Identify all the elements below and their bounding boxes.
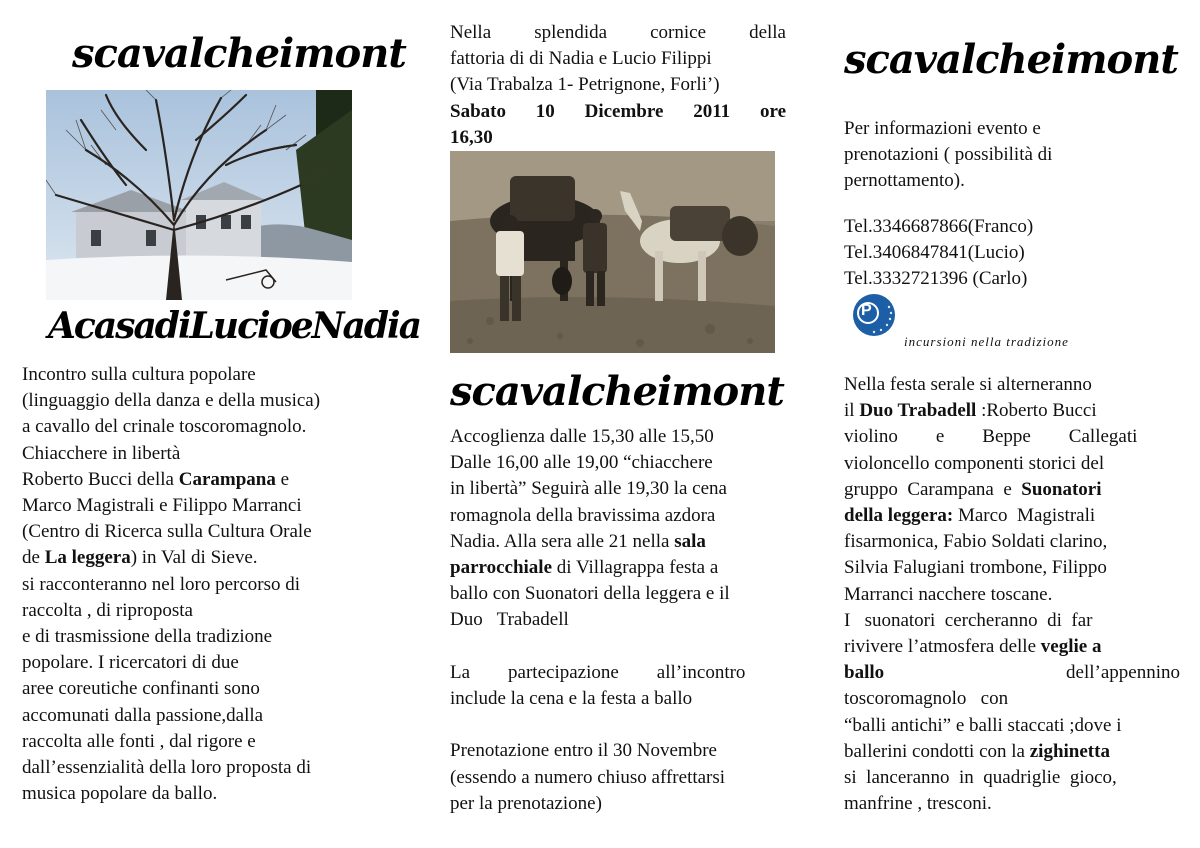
text-run: Roberto Bucci della	[22, 468, 179, 490]
text-line: Chiacchere in libertà	[22, 442, 181, 464]
text-run: rivivere l’atmosfera delle	[844, 636, 1041, 658]
text-line	[844, 398, 1180, 424]
text-line: manfrine , tresconi.	[844, 793, 992, 815]
text-line: (essendo a numero chiuso affrettarsi	[450, 766, 726, 788]
text-line: violoncello componenti storici del	[844, 452, 1105, 474]
text-run: ballerini condotti con la	[844, 740, 1030, 762]
text-line	[22, 467, 394, 493]
venue-intro	[450, 20, 786, 151]
phone-carlo: Tel.3332721396 (Carlo)	[844, 268, 1028, 290]
text-line	[844, 660, 1180, 686]
event-date: Sabato 10 Dicembre 2011 ore	[450, 100, 786, 122]
text-line: popolare. I ricercatori di due	[22, 652, 239, 674]
text-run: Nadia. Alla sera alle 21 nella	[450, 530, 675, 552]
phone-franco: Tel.3346687866(Franco)	[844, 216, 1034, 237]
text-line: si racconteranno nel loro percorso di	[22, 573, 301, 595]
text-line: Marranci nacchere toscane.	[844, 583, 1053, 605]
text-line: I suonatori cercheranno di far	[844, 609, 1093, 631]
zighinetta-bold: zighinetta	[1029, 740, 1110, 762]
text-line	[844, 477, 1180, 503]
text-line	[450, 529, 786, 555]
left-body-text	[22, 362, 394, 807]
text-line: ballo con Suonatori della leggera e il	[450, 583, 730, 605]
text-line: pernottamento).	[844, 170, 965, 192]
text-line: Dalle 16,00 alle 19,00 “chiacchere	[450, 452, 713, 474]
text-line	[450, 555, 786, 581]
text-line: si lanceranno in quadriglie gioco,	[844, 767, 1117, 789]
event-time: 16,30	[450, 126, 493, 148]
text-line: prenotazioni ( possibilità di	[844, 144, 1053, 166]
text-run: :Roberto Bucci	[976, 400, 1097, 422]
text-line: aree coreutiche confinanti sono	[22, 678, 260, 700]
text-line: Accoglienza dalle 15,30 alle 15,50	[450, 426, 714, 447]
donkeys-photo	[450, 151, 775, 353]
sala-bold: sala	[674, 530, 706, 552]
text-line: Incontro sulla cultura popolare	[22, 364, 256, 385]
text-line	[22, 545, 394, 571]
text-line: Marco Magistrali e Filippo Marranci	[22, 495, 302, 517]
association-logo	[844, 293, 904, 337]
phone-list	[844, 214, 1184, 293]
text-line: fisarmonica, Fabio Soldati clarino,	[844, 531, 1108, 553]
text-run: de	[22, 547, 45, 569]
text-line: dall’essenzialità della loro proposta di	[22, 757, 312, 779]
text-line: (Via Trabalza 1- Petrignone, Forli’)	[450, 74, 720, 96]
suonatori-bold: Suonatori	[1021, 478, 1102, 500]
text-line: Duo Trabadell	[450, 609, 569, 631]
text-line: raccolta , di riproposta	[22, 599, 193, 621]
farmhouse-photo	[46, 90, 352, 300]
subtitle-casa: AcasadiLucioeNadia	[48, 305, 421, 347]
text-run: gruppo Carampana e	[844, 478, 1022, 500]
text-line: accomunati dalla passione,dalla	[22, 704, 264, 726]
text-run: di Villagrappa festa a	[552, 557, 719, 579]
text-line: raccolta alle fonti , dal rigore e	[22, 730, 256, 752]
text-line	[844, 634, 1180, 660]
text-line: romagnola della bravissima azdora	[450, 504, 716, 526]
brand-title-right: scavalcheimont	[844, 36, 1178, 83]
middle-panel	[400, 0, 800, 848]
text-line: e di trasmissione della tradizione	[22, 626, 273, 648]
text-line: Nella splendida cornice della	[450, 22, 786, 43]
text-run: e	[275, 468, 290, 490]
brand-title-left: scavalcheimont	[72, 30, 406, 77]
logo-letter: P	[861, 302, 872, 319]
text-line	[844, 503, 1180, 529]
duo-trabadell-bold: Duo Trabadell	[859, 400, 977, 422]
text-line: Nella festa serale si alterneranno	[844, 374, 1092, 395]
text-line: musica popolare da ballo.	[22, 783, 218, 805]
text-line: Silvia Falugiani trombone, Filippo	[844, 557, 1107, 579]
parrocchiale-bold: parrocchiale	[450, 557, 553, 579]
logo-tagline: incursioni nella tradizione	[904, 334, 1069, 349]
text-line: per la prenotazione)	[450, 792, 602, 814]
text-run: il	[844, 400, 860, 422]
logo-emblem-icon	[844, 293, 904, 337]
text-line: “balli antichi” e balli staccati ;dove i	[844, 714, 1122, 736]
text-run: ) in Val di Sieve.	[130, 547, 258, 569]
text-line	[844, 739, 1180, 765]
brand-title-middle: scavalcheimont	[450, 368, 784, 415]
text-line: fattoria di di Nadia e Lucio Filippi	[450, 48, 712, 70]
spacer	[450, 712, 786, 738]
text-line: toscoromagnolo con	[844, 688, 1009, 710]
text-line: (linguaggio della danza e della musica)	[22, 390, 321, 412]
veglie-bold: veglie a	[1040, 636, 1102, 658]
spacer	[450, 634, 786, 660]
phone-lucio: Tel.3406847841(Lucio)	[844, 242, 1025, 264]
info-text	[844, 116, 1184, 195]
program-text	[450, 424, 786, 817]
right-panel	[800, 0, 1200, 848]
text-line: Prenotazione entro il 30 Novembre	[450, 740, 717, 762]
la-leggera-bold: La leggera	[44, 547, 131, 569]
carampana-bold: Carampana	[178, 468, 276, 490]
text-line: (Centro di Ricerca sulla Cultura Orale	[22, 521, 312, 543]
ballo-bold: ballo	[844, 662, 885, 684]
text-line: a cavallo del crinale toscoromagnolo.	[22, 416, 307, 438]
della-leggera-bold: della leggera:	[844, 505, 954, 527]
text-line: include la cena e la festa a ballo	[450, 688, 693, 710]
text-line: violino e Beppe Callegati	[844, 426, 1138, 448]
text-line: in libertà” Seguirà alle 19,30 la cena	[450, 478, 727, 500]
text-run: Marco Magistrali	[953, 505, 1096, 527]
text-line: Per informazioni evento e	[844, 118, 1041, 139]
text-line: La partecipazione all’incontro	[450, 661, 746, 683]
left-panel	[0, 0, 421, 848]
festa-text	[844, 372, 1180, 817]
text-run: dell’appennino	[1066, 662, 1180, 684]
